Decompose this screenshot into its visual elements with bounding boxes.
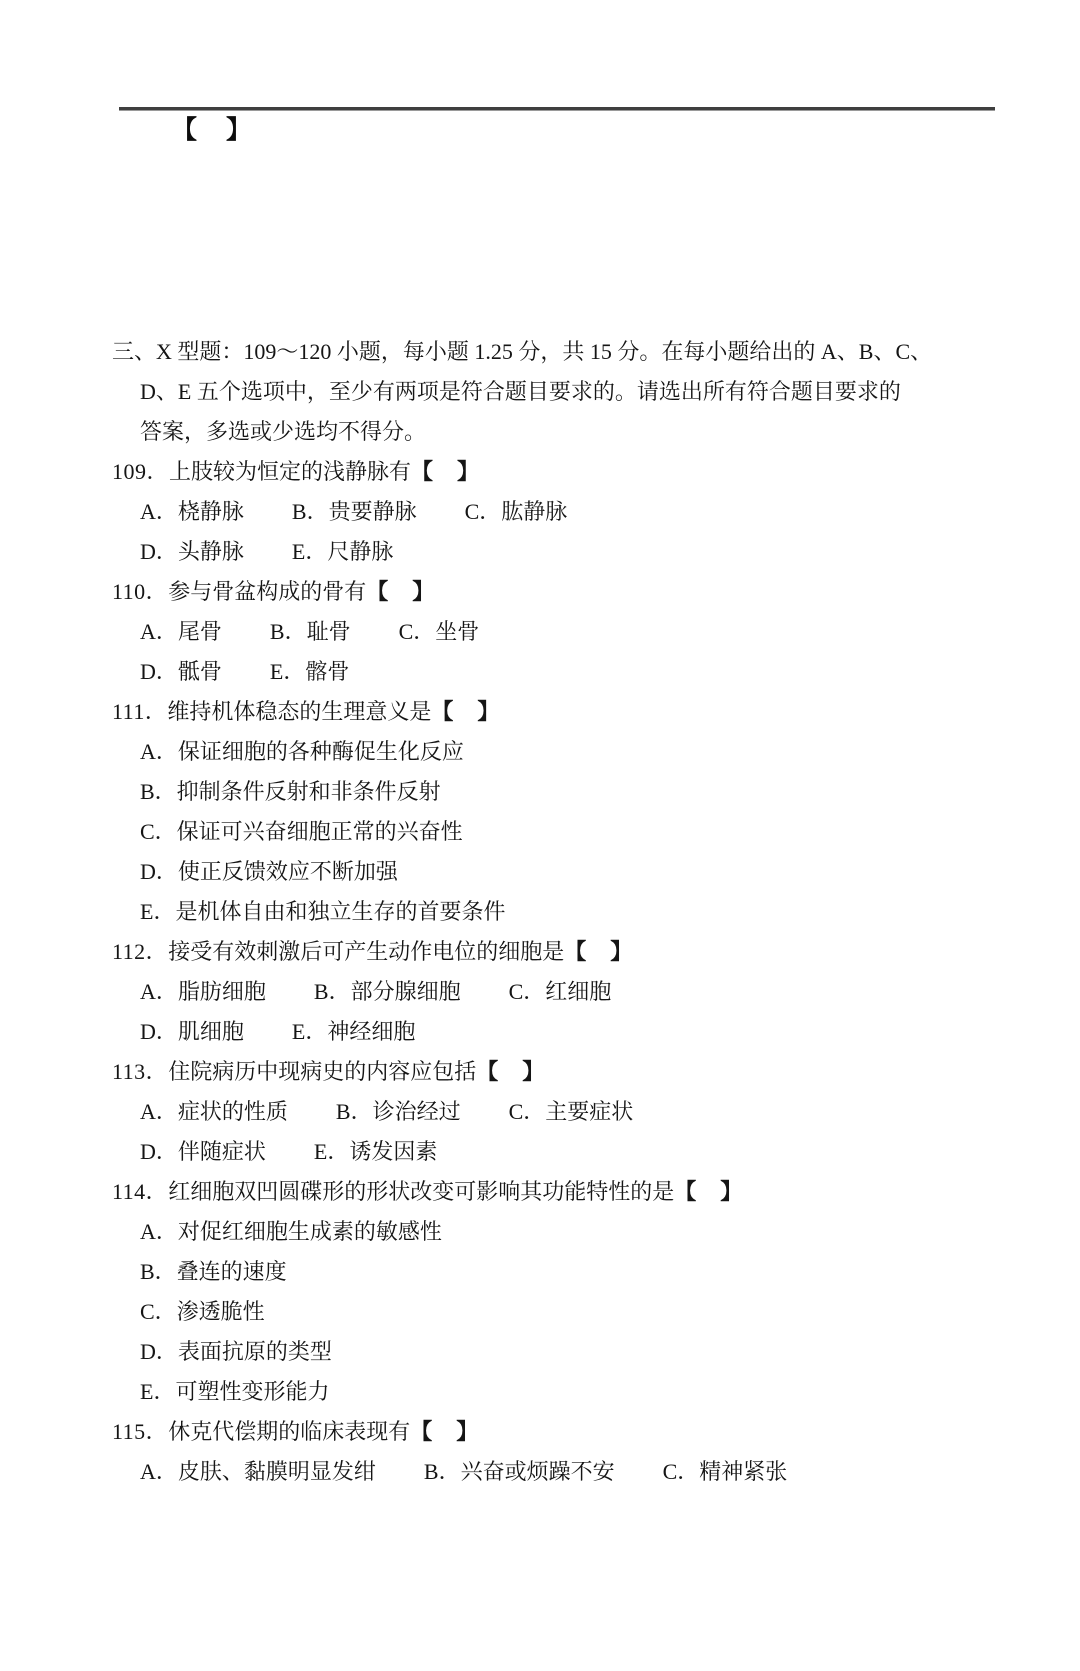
option: B．叠连的速度 — [140, 1259, 287, 1284]
answer-bracket: 【 】 — [564, 939, 634, 964]
option: C．渗透脆性 — [140, 1299, 265, 1324]
option: D．骶骨 — [140, 659, 222, 684]
option: D．表面抗原的类型 — [140, 1339, 332, 1364]
option: E．尺静脉 — [291, 539, 394, 564]
question-stem-line — [0, 572, 1080, 612]
option-row — [0, 1292, 1080, 1332]
option-row — [0, 1332, 1080, 1372]
question-stem: 上肢较为恒定的浅静脉有 — [169, 459, 412, 484]
question-stem-line — [0, 692, 1080, 732]
question-number: 113． — [112, 1059, 169, 1084]
option: C．保证可兴奋细胞正常的兴奋性 — [140, 819, 463, 844]
question-stem: 红细胞双凹圆碟形的形状改变可影响其功能特性的是 — [168, 1179, 675, 1204]
question-number: 110． — [112, 579, 169, 604]
option: A．桡静脉 — [140, 499, 244, 524]
question-stem: 参与骨盆构成的骨有 — [168, 579, 367, 604]
option: C．坐骨 — [398, 619, 480, 644]
section-heading-line: D、E 五个选项中，至少有两项是符合题目要求的。请选出所有符合题目要求的 — [140, 379, 901, 404]
question-stem-line — [0, 932, 1080, 972]
option-row — [0, 532, 1080, 572]
option: A．保证细胞的各种酶促生化反应 — [140, 739, 464, 764]
option: E．诱发因素 — [313, 1139, 438, 1164]
option: C．精神紧张 — [662, 1459, 788, 1484]
question-stem-line — [0, 452, 1080, 492]
option-row — [0, 1372, 1080, 1412]
answer-bracket: 【 】 — [410, 1419, 480, 1444]
question-stem-line — [0, 1412, 1080, 1452]
option: B．贵要静脉 — [291, 499, 417, 524]
answer-bracket: 【 】 — [172, 117, 254, 144]
option: A．尾骨 — [140, 619, 222, 644]
option: D．使正反馈效应不断加强 — [140, 859, 398, 884]
option: A．症状的性质 — [140, 1099, 288, 1124]
option-row — [0, 652, 1080, 692]
option: B．诊治经过 — [335, 1099, 461, 1124]
option: A．脂肪细胞 — [140, 979, 266, 1004]
option-row — [0, 772, 1080, 812]
option-row — [0, 1452, 1080, 1492]
option-row — [0, 1132, 1080, 1172]
option: E．是机体自由和独立生存的首要条件 — [140, 899, 506, 924]
section-heading-line: 三、X 型题：109～120 小题，每小题 1.25 分，共 15 分。在每小题给出的 A、B、C、 — [112, 339, 933, 364]
question-number: 111． — [112, 699, 168, 724]
option-row — [0, 852, 1080, 892]
question-number: 112． — [112, 939, 169, 964]
option-row — [0, 492, 1080, 532]
question-stem-line — [0, 1172, 1080, 1212]
option: D．伴随症状 — [140, 1139, 266, 1164]
option: B．耻骨 — [269, 619, 351, 644]
option: B．部分腺细胞 — [313, 979, 461, 1004]
exam-content — [0, 332, 1080, 1492]
question-stem: 维持机体稳态的生理意义是 — [167, 699, 432, 724]
option: B．兴奋或烦躁不安 — [423, 1459, 615, 1484]
option-row — [0, 812, 1080, 852]
option-row — [0, 892, 1080, 932]
option-row — [0, 1212, 1080, 1252]
option: B．抑制条件反射和非条件反射 — [140, 779, 441, 804]
option: A．对促红细胞生成素的敏感性 — [140, 1219, 442, 1244]
option-row — [0, 612, 1080, 652]
option-row — [0, 732, 1080, 772]
option: E．神经细胞 — [291, 1019, 416, 1044]
question-number: 109． — [112, 459, 170, 484]
section-heading-line: 答案，多选或少选均不得分。 — [140, 419, 427, 444]
answer-bracket: 【 】 — [674, 1179, 744, 1204]
question-stem: 接受有效刺激后可产生动作电位的细胞是 — [168, 939, 565, 964]
answer-bracket: 【 】 — [431, 699, 501, 724]
option: D．肌细胞 — [140, 1019, 244, 1044]
option: E．髂骨 — [269, 659, 350, 684]
option: C．主要症状 — [508, 1099, 634, 1124]
question-number: 115． — [112, 1419, 169, 1444]
question-stem: 休克代偿期的临床表现有 — [168, 1419, 411, 1444]
option: D．头静脉 — [140, 539, 244, 564]
option-row — [0, 1012, 1080, 1052]
option: C．肱静脉 — [464, 499, 568, 524]
question-number: 114． — [112, 1179, 169, 1204]
option-row — [0, 1252, 1080, 1292]
option-row — [0, 1092, 1080, 1132]
option: A．皮肤、黏膜明显发绀 — [140, 1459, 376, 1484]
question-stem: 住院病历中现病史的内容应包括 — [168, 1059, 477, 1084]
option: C．红细胞 — [508, 979, 612, 1004]
answer-bracket: 【 】 — [411, 459, 481, 484]
option: E．可塑性变形能力 — [140, 1379, 330, 1404]
option-row — [0, 972, 1080, 1012]
question-stem-line — [0, 1052, 1080, 1092]
answer-bracket: 【 】 — [476, 1059, 546, 1084]
answer-bracket: 【 】 — [366, 579, 436, 604]
